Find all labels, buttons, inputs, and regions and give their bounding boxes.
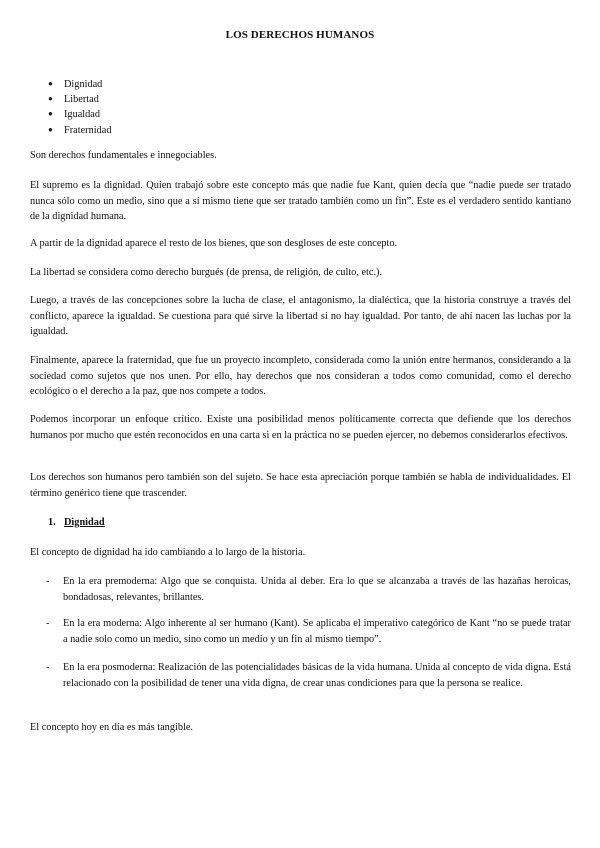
paragraph: Los derechos son humanos pero también son del sujeto. Se hace esta apreciación porque también se habla de individualidades. El término genérico tiene que trascender.: [30, 472, 571, 499]
section-number: 1.: [48, 517, 56, 528]
section-intro: El concepto de dignidad ha ido cambiando a lo largo de la historia.: [30, 547, 306, 558]
list-item-text: En la era moderna: Algo inherente al ser humano (Kant). Se aplicaba el imperativo categórico de Kant “no se puede tratar a nadie solo como un medio, sino como un medio y un fin al mismo tiempo”.: [63, 618, 571, 645]
paragraph: Finalmente, aparece la fraternidad, que fue un proyecto incompleto, considerada como la unión entre hermanos, considerando a la sociedad como sujetos que nos unen. Por ello, hay derechos que nos consideran a todos como comunidad, como el derecho ecológico o el derecho a la paz, que nos compete a todos.: [30, 355, 571, 397]
list-item: [48, 122, 111, 137]
list-item: [48, 616, 571, 647]
list-item: [48, 106, 111, 121]
list-item-label: Igualdad: [64, 109, 101, 121]
bullet-icon: ●: [48, 124, 53, 134]
list-item-text: En la era premoderna: Algo que se conquista. Unida al deber. Era lo que se alcanzaba a través de las hazañas heroicas, bondadosas, relevantes, brillantes.: [63, 576, 571, 603]
list-item-label: Dignidad: [64, 79, 103, 90]
paragraph: La libertad se considera como derecho burgués (de prensa, de religión, de culto, etc.).: [30, 267, 383, 278]
dash-icon: -: [46, 662, 50, 673]
list-item: [48, 91, 111, 106]
list-item: [48, 76, 111, 91]
paragraph: A partir de la dignidad aparece el resto de los bienes, que son desgloses de este concepto.: [30, 238, 398, 249]
rights-list: [48, 76, 111, 137]
bullet-icon: ●: [48, 94, 53, 104]
list-item-label: Fraternidad: [64, 124, 112, 136]
bullet-icon: ●: [48, 79, 53, 88]
list-item-label: Libertad: [64, 94, 99, 106]
list-item: [48, 660, 571, 691]
paragraph: Son derechos fundamentales e innegociables.: [30, 150, 217, 161]
closing-paragraph: El concepto hoy en día es más tangible.: [30, 722, 193, 733]
list-item: [48, 574, 571, 605]
document-title: LOS DERECHOS HUMANOS: [225, 29, 375, 41]
bullet-icon: ●: [48, 109, 53, 119]
paragraph: El supremo es la dignidad. Quien trabajó sobre este concepto más que nadie fue Kant, quien decía que “nadie puede ser tratado nunca sólo como un medio, sino que a sí mismo tiene que ser tratado también como un fin”. Este es el verdadero sentido kantiano de la dignidad humana.: [30, 180, 571, 222]
dash-icon: -: [46, 576, 50, 587]
section-heading: [48, 515, 105, 531]
paragraph: Luego, a través de las concepciones sobre la lucha de clase, el antagonismo, la dialéctica, que la historia construye a través del conflicto, aparece la igualdad. Se cuestiona para qué sirve la libertad si no hay igualdad. Por tanto, de ahí nacen las luchas por la igualdad.: [30, 295, 571, 337]
section-title: Dignidad: [64, 517, 105, 528]
list-item-text: En la era posmoderna: Realización de las potencialidades básicas de la vida humana. Unida al concepto de vida digna. Está relacionado con la posibilidad de tener una vida digna, de crear unas condiciones para que la persona se realice.: [63, 662, 571, 689]
dash-icon: -: [46, 618, 50, 629]
paragraph: Podemos incorporar un enfoque crítico. Existe una posibilidad menos políticamente correcta que defiende que los derechos humanos por mucho que estén reconocidos en una carta si en la práctica no se pueden ejercer, no debemos considerarlos efectivos.: [30, 414, 571, 441]
